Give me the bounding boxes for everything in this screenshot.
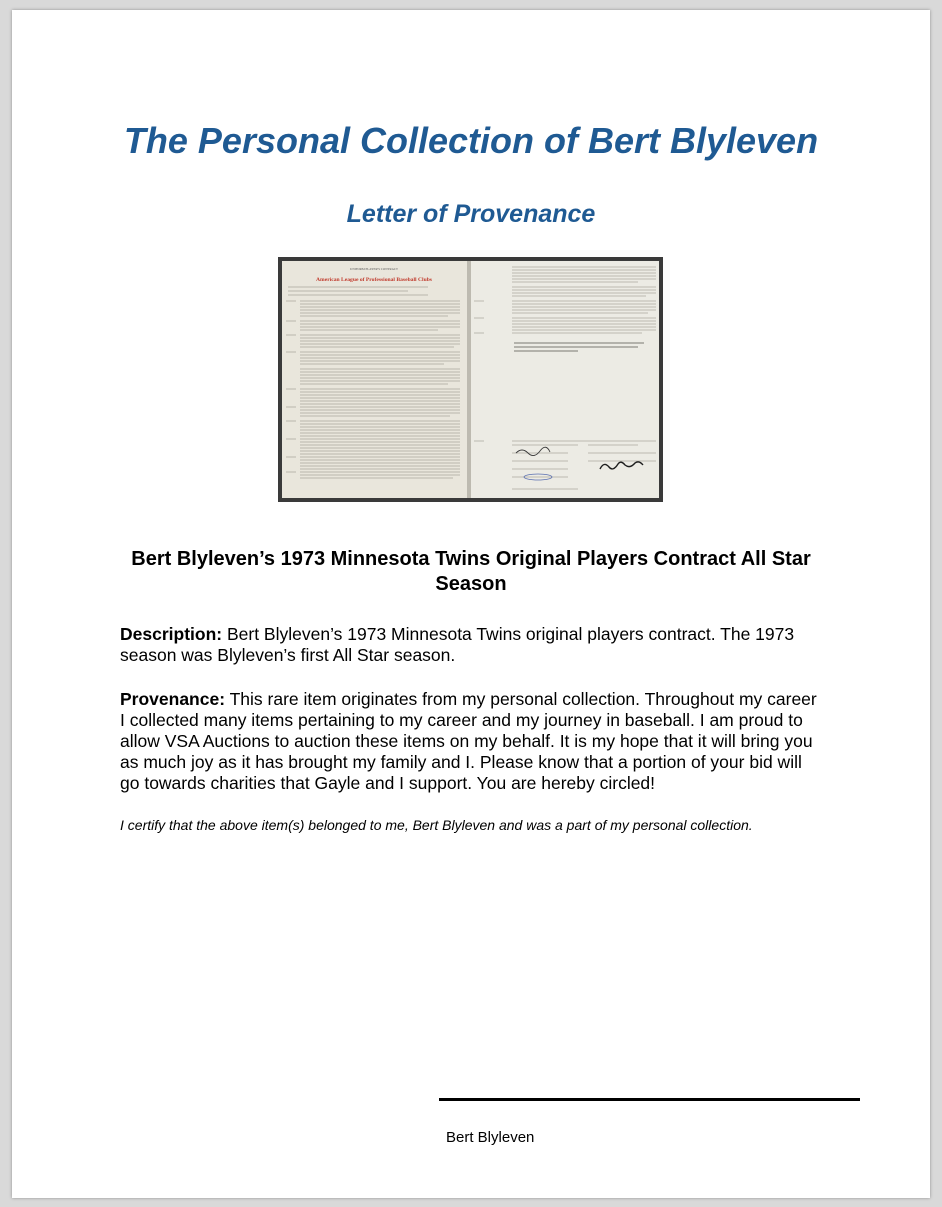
contract-right-page — [471, 261, 659, 498]
provenance-text: This rare item originates from my personal collection. Throughout my career I collected many items pertaining to my career and my journey in baseball. I am proud to allow VSA Auctions to auction these items on my behalf. It is my hope that it will bring you as much joy as it has brought my family and I. Please know that a portion of your bid will go towards charities that Gayle and I support. You are hereby circled! — [120, 689, 817, 793]
document-page — [12, 10, 930, 1198]
contract-heading: UNIFORM PLAYER'S CONTRACT — [350, 267, 398, 271]
page-title: The Personal Collection of Bert Blyleven — [123, 120, 819, 161]
description-text: Bert Blyleven’s 1973 Minnesota Twins original players contract. The 1973 season was Blyleven’s first All Star season. — [120, 624, 795, 665]
contract-page-gap — [467, 261, 471, 498]
contract-league: American League of Professional Baseball Clubs — [316, 277, 432, 283]
item-title: Bert Blyleven’s 1973 Minnesota Twins Original Players Contract All Star Season — [131, 548, 811, 595]
provenance-paragraph — [120, 689, 825, 794]
contract-left-page — [282, 261, 467, 498]
provenance-label: Provenance: — [120, 689, 226, 709]
contract-photo — [278, 257, 663, 502]
contract-photo-image — [278, 257, 663, 502]
page-subtitle: Letter of Provenance — [346, 200, 596, 228]
description-label: Description: — [120, 624, 223, 644]
signature-line — [439, 1098, 860, 1101]
description-paragraph — [120, 624, 825, 666]
certification-statement: I certify that the above item(s) belonged to me, Bert Blyleven and was a part of my personal collection. — [120, 817, 753, 833]
signature-name: Bert Blyleven — [446, 1129, 535, 1146]
